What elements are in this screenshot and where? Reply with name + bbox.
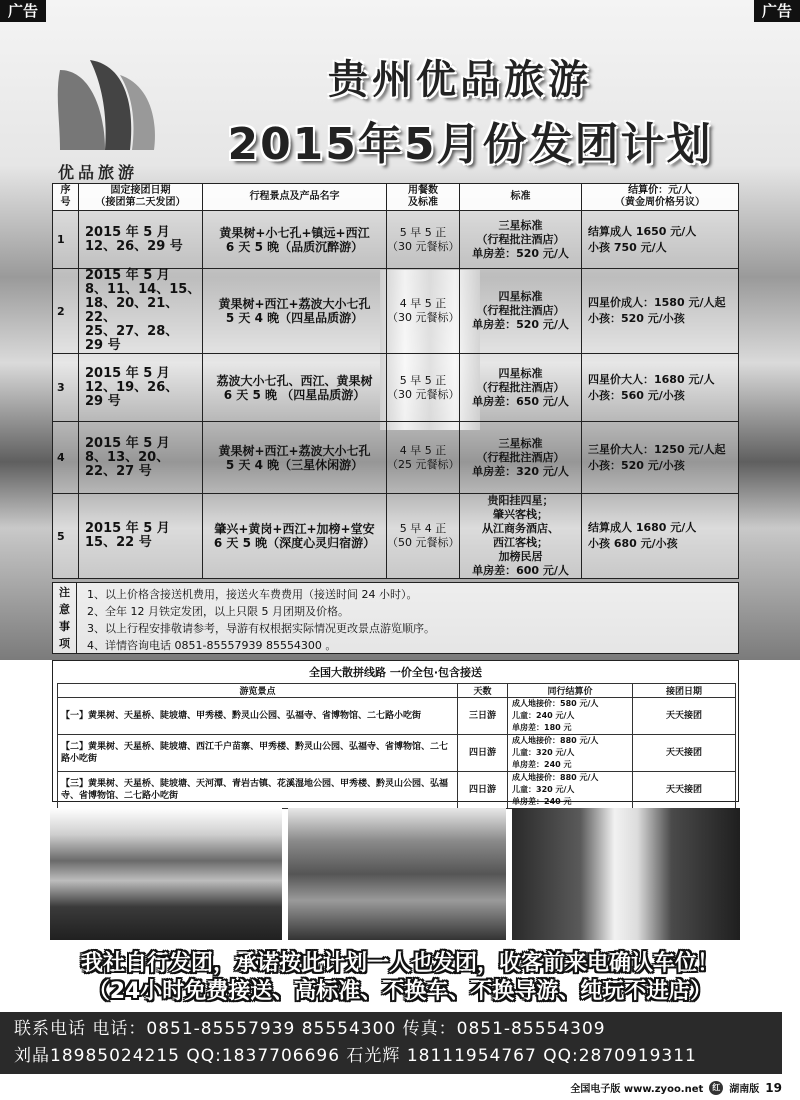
group-route: 【二】黄果树、天星桥、陡坡塘、西江千户苗寨、甲秀楼、黔灵山公园、弘福寺、省博物馆、二七路小吃街 bbox=[58, 735, 458, 772]
group-route: 【一】黄果树、天星桥、陡坡塘、甲秀楼、黔灵山公园、弘福寺、省博物馆、二七路小吃街 bbox=[58, 698, 458, 735]
row-meal: 5 早 5 正 （30 元餐标） bbox=[387, 211, 460, 269]
row-standard: 四星标准 （行程批注酒店） 单房差：650 元/人 bbox=[460, 354, 582, 422]
ad-label-left: 广告 bbox=[0, 0, 46, 22]
footer-edition: 全国电子版 www.zyoo.net bbox=[570, 1084, 704, 1095]
side-strip bbox=[784, 1000, 800, 1075]
header-route: 行程景点及产品名字 bbox=[203, 184, 387, 211]
page-title: 贵州优品旅游 bbox=[328, 57, 592, 103]
row-no: 5 bbox=[53, 494, 79, 579]
footer-badge-icon: 红 bbox=[709, 1081, 723, 1095]
row-standard: 四星标准 （行程批注酒店） 单房差：520 元/人 bbox=[460, 269, 582, 354]
group-header-row bbox=[58, 684, 736, 698]
group-header-route: 游览景点 bbox=[58, 684, 458, 698]
group-table-row bbox=[58, 735, 736, 772]
page-subtitle: 2015年5月份发团计划 bbox=[227, 119, 713, 170]
group-route: 【三】黄果树、天星桥、陡坡塘、天河潭、青岩古镇、花溪湿地公园、甲秀楼、黔灵山公园、弘福寺、省博物馆、二七路小吃街 bbox=[58, 772, 458, 809]
group-header-price: 同行结算价 bbox=[508, 684, 633, 698]
group-header-date: 接团日期 bbox=[633, 684, 736, 698]
note-item: 3、以上行程安排敬请参考，导游有权根据实际情况更改景点游览顺序。 bbox=[87, 622, 435, 635]
row-route: 黄果树+小七孔+镇远+西江 6 天 5 晚（品质沉醉游） bbox=[203, 211, 387, 269]
row-no: 3 bbox=[53, 354, 79, 422]
table-row bbox=[53, 494, 739, 579]
group-header-days: 天数 bbox=[458, 684, 508, 698]
row-meal: 5 早 4 正 （50 元餐标） bbox=[387, 494, 460, 579]
group-price: 成人地接价：880 元/人 儿童：320 元/人 单房差：240 元 bbox=[508, 735, 633, 772]
row-date: 2015 年 5 月 12、26、29 号 bbox=[79, 211, 203, 269]
group-date: 天天接团 bbox=[633, 772, 736, 809]
contact-person-line: 刘晶18985024215 QQ:1837706696 石光辉 18111954767 QQ:2870919311 bbox=[14, 1046, 697, 1066]
table-row bbox=[53, 422, 739, 494]
header-date: 固定接团日期 （接团第二天发团） bbox=[79, 184, 203, 211]
row-route: 荔波大小七孔、西江、黄果树 6 天 5 晚 （四星品质游） bbox=[203, 354, 387, 422]
row-standard: 三星标准 （行程批注酒店） 单房差：320 元/人 bbox=[460, 422, 582, 494]
waterfall-photo bbox=[512, 808, 740, 940]
row-no: 4 bbox=[53, 422, 79, 494]
row-price: 三星价大人：1250 元/人起 小孩：520 元/小孩 bbox=[582, 422, 739, 494]
group-date: 天天接团 bbox=[633, 698, 736, 735]
row-date: 2015 年 5 月 8、11、14、15、 18、20、21、22、 25、27、28、 29 号 bbox=[79, 269, 203, 354]
row-price: 四星价成人：1580 元/人起 小孩：520 元/小孩 bbox=[582, 269, 739, 354]
group-price: 成人地接价：880 元/人 儿童：320 元/人 单房差：240 元 bbox=[508, 772, 633, 809]
header-meal: 用餐数 及标准 bbox=[387, 184, 460, 211]
notes-section bbox=[52, 582, 739, 654]
slogan-main: 我社自行发团，承诺按此计划一人也发团，收客前来电确认车位！ bbox=[80, 951, 719, 976]
brand-logo-text: 优品旅游 bbox=[58, 163, 139, 182]
row-standard: 三星标准 （行程批注酒店） 单房差：520 元/人 bbox=[460, 211, 582, 269]
notes-list bbox=[87, 586, 435, 654]
group-tours-table bbox=[57, 683, 736, 809]
row-meal: 5 早 5 正 （30 元餐标） bbox=[387, 354, 460, 422]
row-date: 2015 年 5 月 12、19、26、 29 号 bbox=[79, 354, 203, 422]
group-tours-section bbox=[52, 660, 739, 806]
row-price: 结算成人 1680 元/人 小孩 680 元/小孩 bbox=[582, 494, 739, 579]
footer-region: 湖南版 bbox=[729, 1084, 760, 1095]
page-footer bbox=[570, 1080, 782, 1095]
group-days: 三日游 bbox=[458, 698, 508, 735]
notes-label: 注 意 事 项 bbox=[53, 583, 77, 653]
ad-label-right: 广告 bbox=[754, 0, 800, 22]
group-date: 天天接团 bbox=[633, 735, 736, 772]
row-price: 四星价大人：1680 元/人 小孩：560 元/小孩 bbox=[582, 354, 739, 422]
row-date: 2015 年 5 月 8、13、20、 22、27 号 bbox=[79, 422, 203, 494]
mountain-village-photo bbox=[50, 808, 282, 940]
row-route: 黄果树+西江+荔波大小七孔 5 天 4 晚（四星品质游） bbox=[203, 269, 387, 354]
miao-village-photo bbox=[288, 808, 506, 940]
row-meal: 4 早 5 正 （30 元餐标） bbox=[387, 269, 460, 354]
table-row bbox=[53, 211, 739, 269]
row-route: 黄果树+西江+荔波大小七孔 5 天 4 晚（三星休闲游） bbox=[203, 422, 387, 494]
group-tours-title: 全国大散拼线路 一价全包·包含接送 bbox=[308, 666, 482, 679]
note-item: 2、全年 12 月铁定发团，以上只限 5 月团期及价格。 bbox=[87, 605, 349, 618]
group-table-row bbox=[58, 772, 736, 809]
contact-phone-line: 联系电话 电话：0851-85557939 85554300 传真：0851-85554309 bbox=[14, 1019, 606, 1039]
group-days: 四日游 bbox=[458, 772, 508, 809]
table-row bbox=[53, 269, 739, 354]
contact-bar bbox=[0, 1012, 782, 1074]
row-meal: 4 早 5 正 （25 元餐标） bbox=[387, 422, 460, 494]
header-standard: 标准 bbox=[460, 184, 582, 211]
note-item: 1、以上价格含接送机费用，接送火车费费用（接送时间 24 小时）。 bbox=[87, 588, 418, 601]
header-no: 序 号 bbox=[53, 184, 79, 211]
row-route: 肇兴+黄岗+西江+加榜+堂安 6 天 5 晚（深度心灵归宿游） bbox=[203, 494, 387, 579]
note-item: 4、详情咨询电话 0851-85557939 85554300 。 bbox=[87, 639, 337, 652]
header-price: 结算价：元/人 （黄金周价格另议） bbox=[582, 184, 739, 211]
group-price: 成人地接价：580 元/人 儿童：240 元/人 单房差：180 元 bbox=[508, 698, 633, 735]
page-number: 19 bbox=[765, 1080, 782, 1095]
group-table-row bbox=[58, 698, 736, 735]
row-price: 结算成人 1650 元/人 小孩 750 元/人 bbox=[582, 211, 739, 269]
table-row bbox=[53, 354, 739, 422]
row-date: 2015 年 5 月 15、22 号 bbox=[79, 494, 203, 579]
table-header-row bbox=[53, 184, 739, 211]
group-days: 四日游 bbox=[458, 735, 508, 772]
slogan-sub: （24小时免费接送、高标准、不换车、不换导游、纯玩不进店） bbox=[87, 979, 713, 1004]
tour-schedule-table bbox=[52, 183, 739, 579]
row-no: 2 bbox=[53, 269, 79, 354]
row-standard: 贵阳挂四星； 肇兴客栈； 从江商务酒店、 西江客栈； 加榜民居 单房差：600 元/人 bbox=[460, 494, 582, 579]
row-no: 1 bbox=[53, 211, 79, 269]
